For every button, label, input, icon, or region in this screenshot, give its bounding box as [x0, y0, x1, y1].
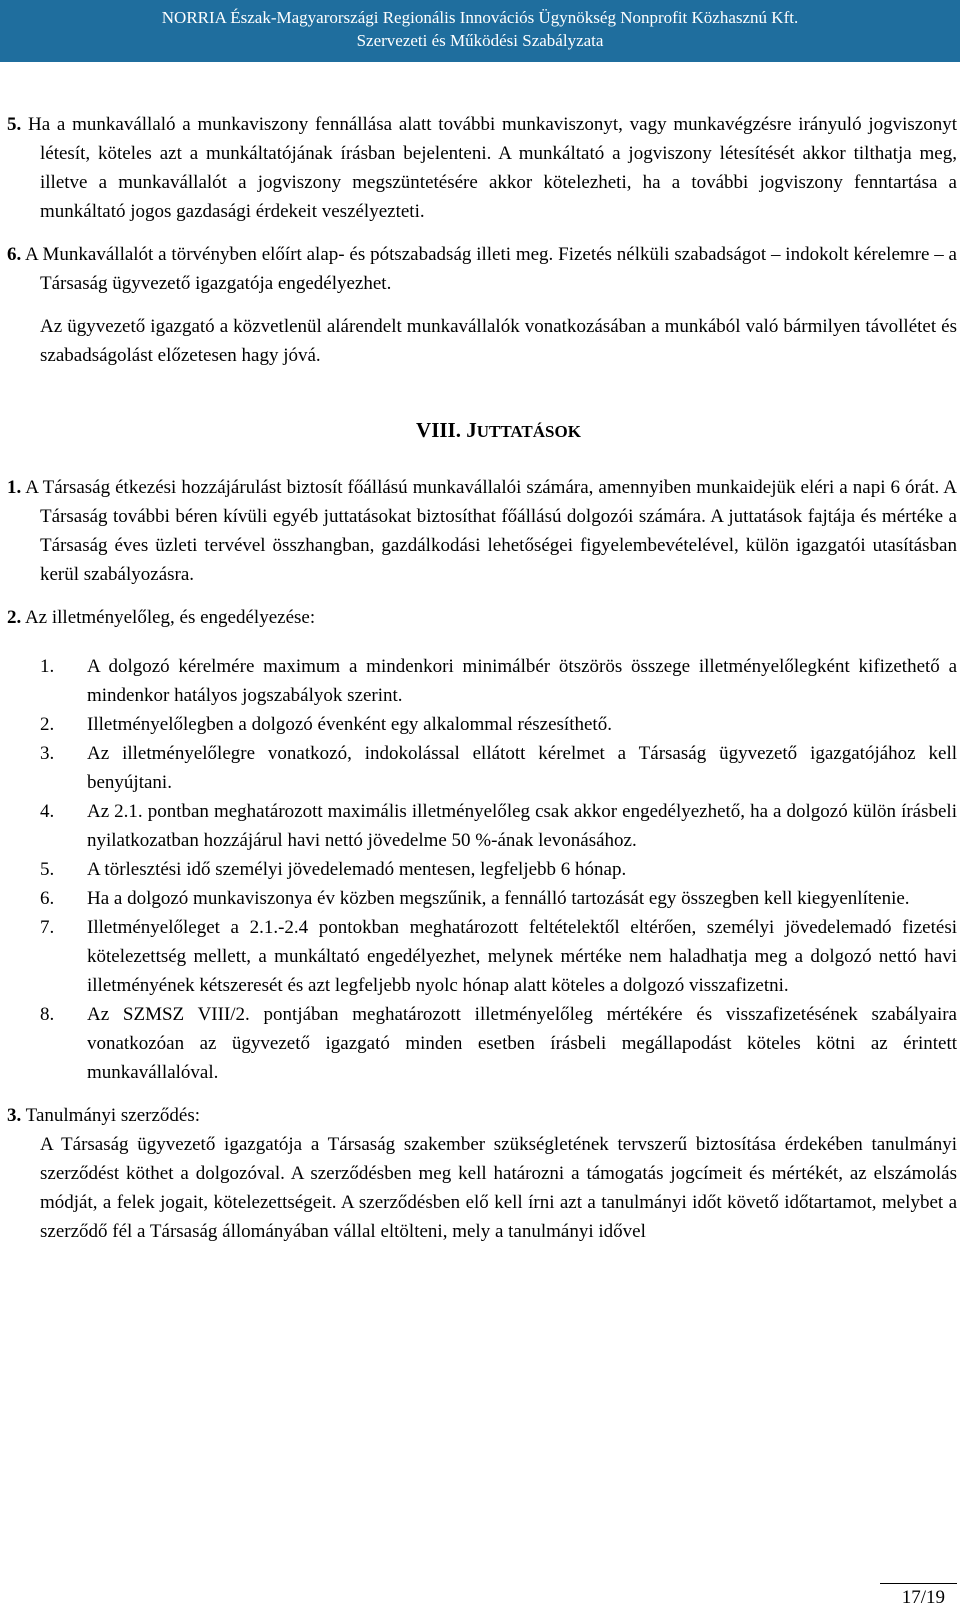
- section-5-number: 5.: [7, 114, 22, 135]
- header-company-name: NORRIA Észak-Magyarországi Regionális Innovációs Ügynökség Nonprofit Közhasznú Kft.: [161, 8, 799, 27]
- section-6-paragraph-2: Az ügyvezető igazgató a közvetlenül alárendelt munkavállalók vonatkozásában a munkából való bármilyen távollétet és szabadságolást előzetesen hagy jóvá.: [40, 316, 957, 366]
- document-body: [7, 110, 958, 1246]
- item-1-text: A Társaság étkezési hozzájárulást biztosít főállású munkavállalói számára, amennyiben munkaidejük eléri a napi 6 órát. A Társaság további béren kívüli egyéb juttatásokat biztosíthat főállású dolgozói számára. A juttatások fajtája és mértéke a Társaság éves üzleti tervével összhangban, gazdálkodási lehetőségei figyelembevételével, külön igazgatói utasításban kerül szabályozásra.: [25, 477, 957, 585]
- page-number: 17/19: [901, 1587, 945, 1608]
- list-item: 4. Az 2.1. pontban meghatározott maximális illetményelőleg csak akkor engedélyezhető, ha a dolgozó külön írásbeli nyilatkozatban hozzájárul havi nettó jövedelme 50 %-ának levonásához.: [40, 801, 957, 851]
- chapter-heading: VIII. JUTTATÁSOK: [416, 418, 581, 442]
- item-1-number: 1.: [7, 477, 22, 498]
- section-6-text: A Munkavállalót a törvényben előírt alap- és pótszabadság illeti meg. Fizetés nélküli szabadságot – indokolt kérelemre – a Társaság ügyvezető igazgatója engedélyezhet.: [25, 244, 957, 294]
- item-3-title: 3. Tanulmányi szerződés:: [7, 1105, 201, 1126]
- list-item: 6. Ha a dolgozó munkaviszonya év közben megszűnik, a fennálló tartozását egy összegben kell kiegyenlítenie.: [40, 888, 910, 909]
- section-6: [7, 240, 957, 298]
- item-3-number: 3.: [7, 1105, 22, 1126]
- list-item: 1. A dolgozó kérelmére maximum a mindenkori minimálbér ötszörös összege illetményelőlegként kifizethető a mindenkor hatályos jogszabályok szerint.: [40, 656, 957, 706]
- section-6-number: 6.: [7, 244, 22, 265]
- list-item: 3. Az illetményelőlegre vonatkozó, indokolással ellátott kérelmet a Társaság ügyvezető igazgatójához kell benyújtani.: [40, 743, 957, 793]
- list-item: 7. Illetményelőleget a 2.1.-2.4 pontokban meghatározott feltételektől eltérően, személyi jövedelemadó fizetési kötelezettség mellett, a munkáltató engedélyezhet, melynek mértéke nem haladhatja meg a dolgozó nettó havi illetményének kétszeresét és azt legfeljebb nyolc hónap alatt köteles a dolgozó visszafizetni.: [40, 917, 957, 996]
- list-item: 5. A törlesztési idő személyi jövedelemadó mentesen, legfeljebb 6 hónap.: [40, 859, 627, 880]
- item-2-title: 2. Az illetményelőleg, és engedélyezése:: [7, 607, 316, 628]
- section-5: [7, 110, 958, 226]
- footer-rule: [880, 1583, 957, 1584]
- list-item: 2. Illetményelőlegben a dolgozó évenként egy alkalommal részesíthető.: [40, 714, 612, 735]
- item-3-text: A Társaság ügyvezető igazgatója a Társaság szakember szükségletének tervszerű biztosítása érdekében tanulmányi szerződést köthet a dolgozóval. A szerződésben meg kell határozni a támogatás jogcímeit és mértékét, az elszámolás módját, a felek jogait, kötelezettségeit. A szerződésben elő kell írni azt a tanulmányi időt követő időtartamot, melybet a szerződő fél a Társaság állományában vállal eltölteni, mely a tanulmányi idővel: [40, 1134, 957, 1242]
- item-1: [7, 473, 957, 589]
- section-5-text: Ha a munkavállaló a munkaviszony fennállása alatt további munkaviszonyt, vagy munkavégzésre irányuló jogviszonyt létesít, köteles azt a munkáltatójának írásban bejelenteni. A munkáltató a jogviszony létesítését akkor tilthatja meg, illetve a munkavállalót a jogviszony megszüntetésére akkor kötelezheti, ha a további jogviszony fenntartása a munkáltató jogos gazdasági érdekeit veszélyezteti.: [28, 114, 958, 222]
- list-item: 8. Az SZMSZ VIII/2. pontjában meghatározott illetményelőleg mértékére és visszafizetésének szabályaira vonatkozóan az ügyvezető igazgató minden esetben írásbeli megállapodást köteles kötni az érintett munkavállalóval.: [40, 1004, 957, 1083]
- header-document-title: Szervezeti és Működési Szabályzata: [356, 31, 604, 50]
- advance-rules-list: [40, 652, 957, 1087]
- item-2-number: 2.: [7, 607, 22, 628]
- document-header: [0, 0, 960, 62]
